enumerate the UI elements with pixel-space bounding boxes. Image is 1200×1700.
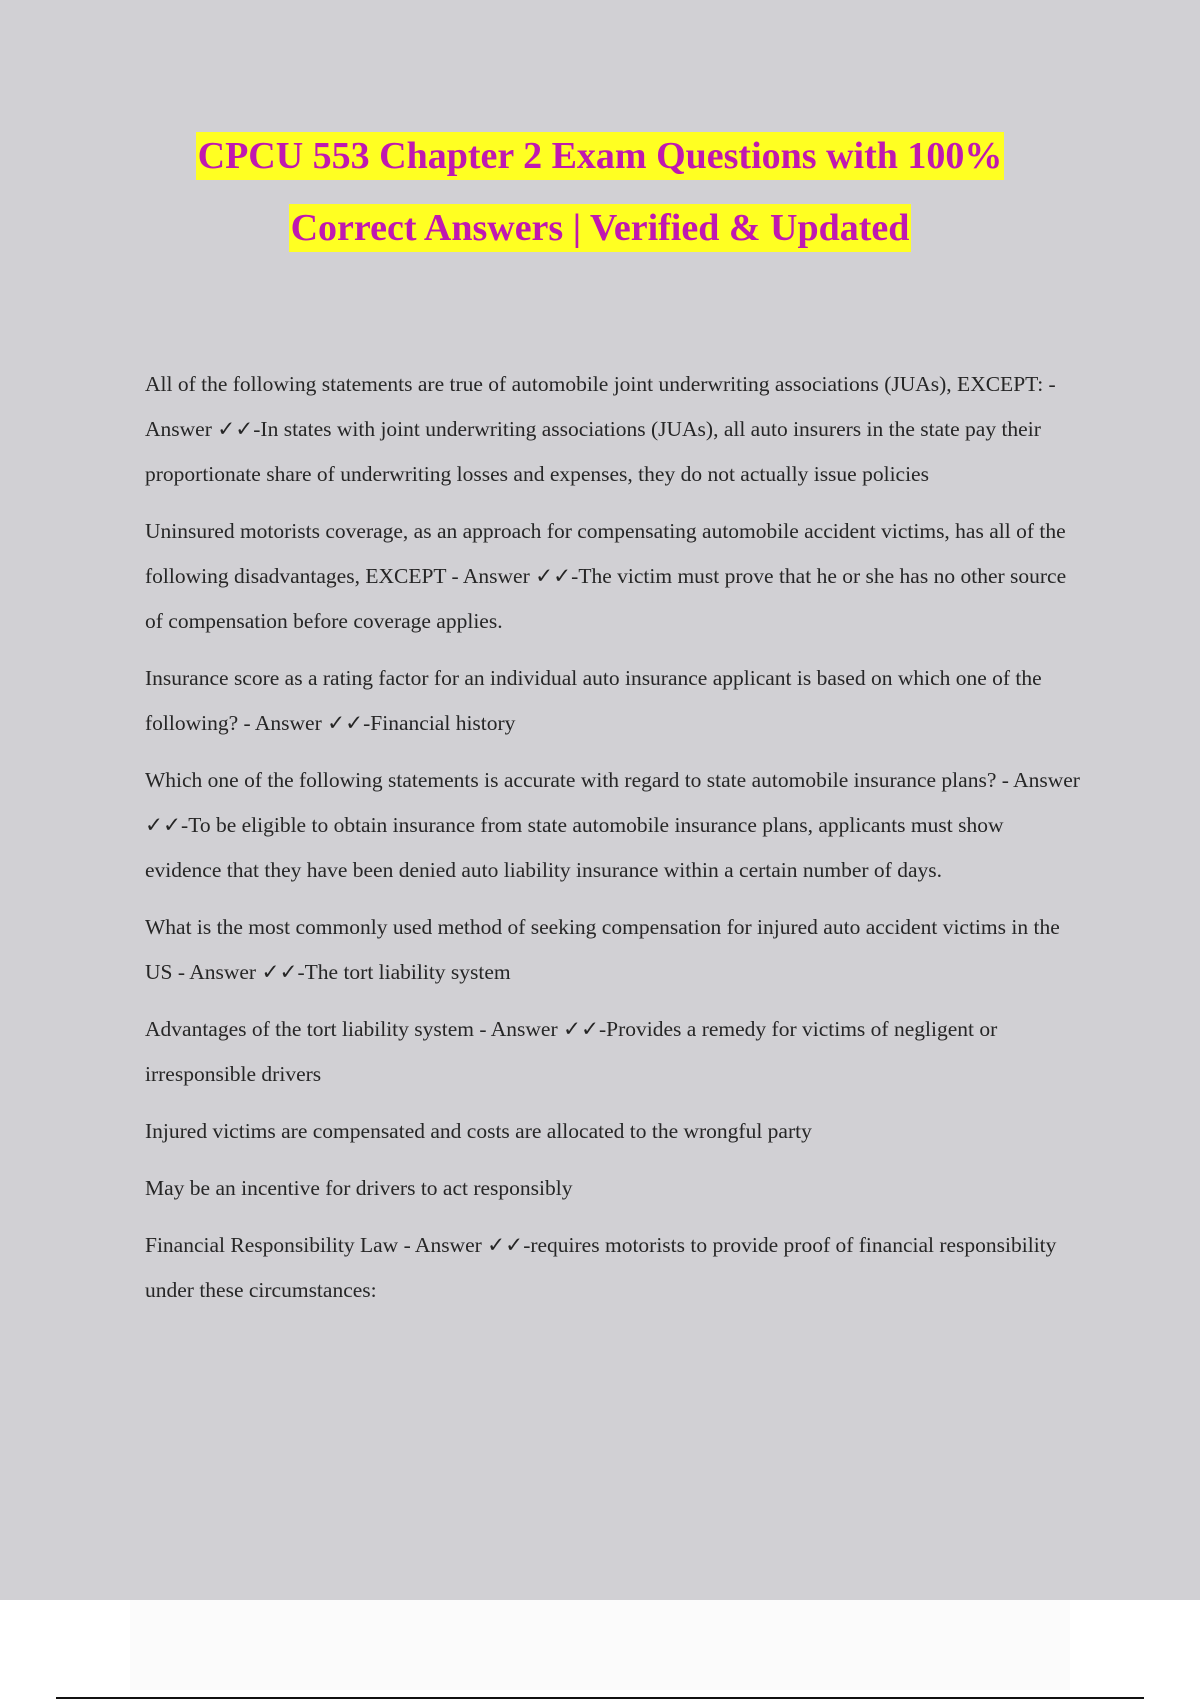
question-paragraph: Financial Responsibility Law - Answer ✓✓-requires motorists to provide proof of financial responsibility under these circumstances: xyxy=(145,1233,1057,1302)
question-paragraph: All of the following statements are true of automobile joint underwriting associations (JUAs), EXCEPT: - Answer ✓✓-In states with joint underwriting associations (JUAs), all auto insurers in the state pay their proportionate share of underwriting losses and expenses, they do not actually issue policies xyxy=(145,372,1056,486)
question-paragraph: Insurance score as a rating factor for an individual auto insurance applicant is based on which one of the following? - Answer ✓✓-Financial history xyxy=(145,666,1042,735)
answer-detail-paragraph: Injured victims are compensated and costs are allocated to the wrongful party xyxy=(145,1119,812,1143)
question-paragraph: Advantages of the tort liability system - Answer ✓✓-Provides a remedy for victims of negligent or irresponsible drivers xyxy=(145,1017,998,1086)
question-paragraph: What is the most commonly used method of seeking compensation for injured auto accident victims in the US - Answer ✓✓-The tort liability system xyxy=(145,915,1060,984)
question-paragraph: Which one of the following statements is accurate with regard to state automobile insurance plans? - Answer ✓✓-To be eligible to obtain insurance from state automobile insurance plans, applicants must show evidence that they have been denied auto liability insurance within a certain number of days. xyxy=(145,768,1080,882)
document-title xyxy=(0,132,1200,276)
answer-detail-paragraph: May be an incentive for drivers to act responsibly xyxy=(145,1176,573,1200)
next-page-strip xyxy=(130,1600,1070,1690)
title-line-1: CPCU 553 Chapter 2 Exam Questions with 100% xyxy=(196,132,1005,180)
title-line-2: Correct Answers | Verified & Updated xyxy=(289,204,912,252)
question-paragraph: Uninsured motorists coverage, as an approach for compensating automobile accident victims, has all of the following disadvantages, EXCEPT - Answer ✓✓-The victim must prove that he or she has no other source of compensation before coverage applies. xyxy=(145,519,1067,633)
page-divider xyxy=(56,1697,1144,1699)
document-body xyxy=(145,362,1085,1325)
